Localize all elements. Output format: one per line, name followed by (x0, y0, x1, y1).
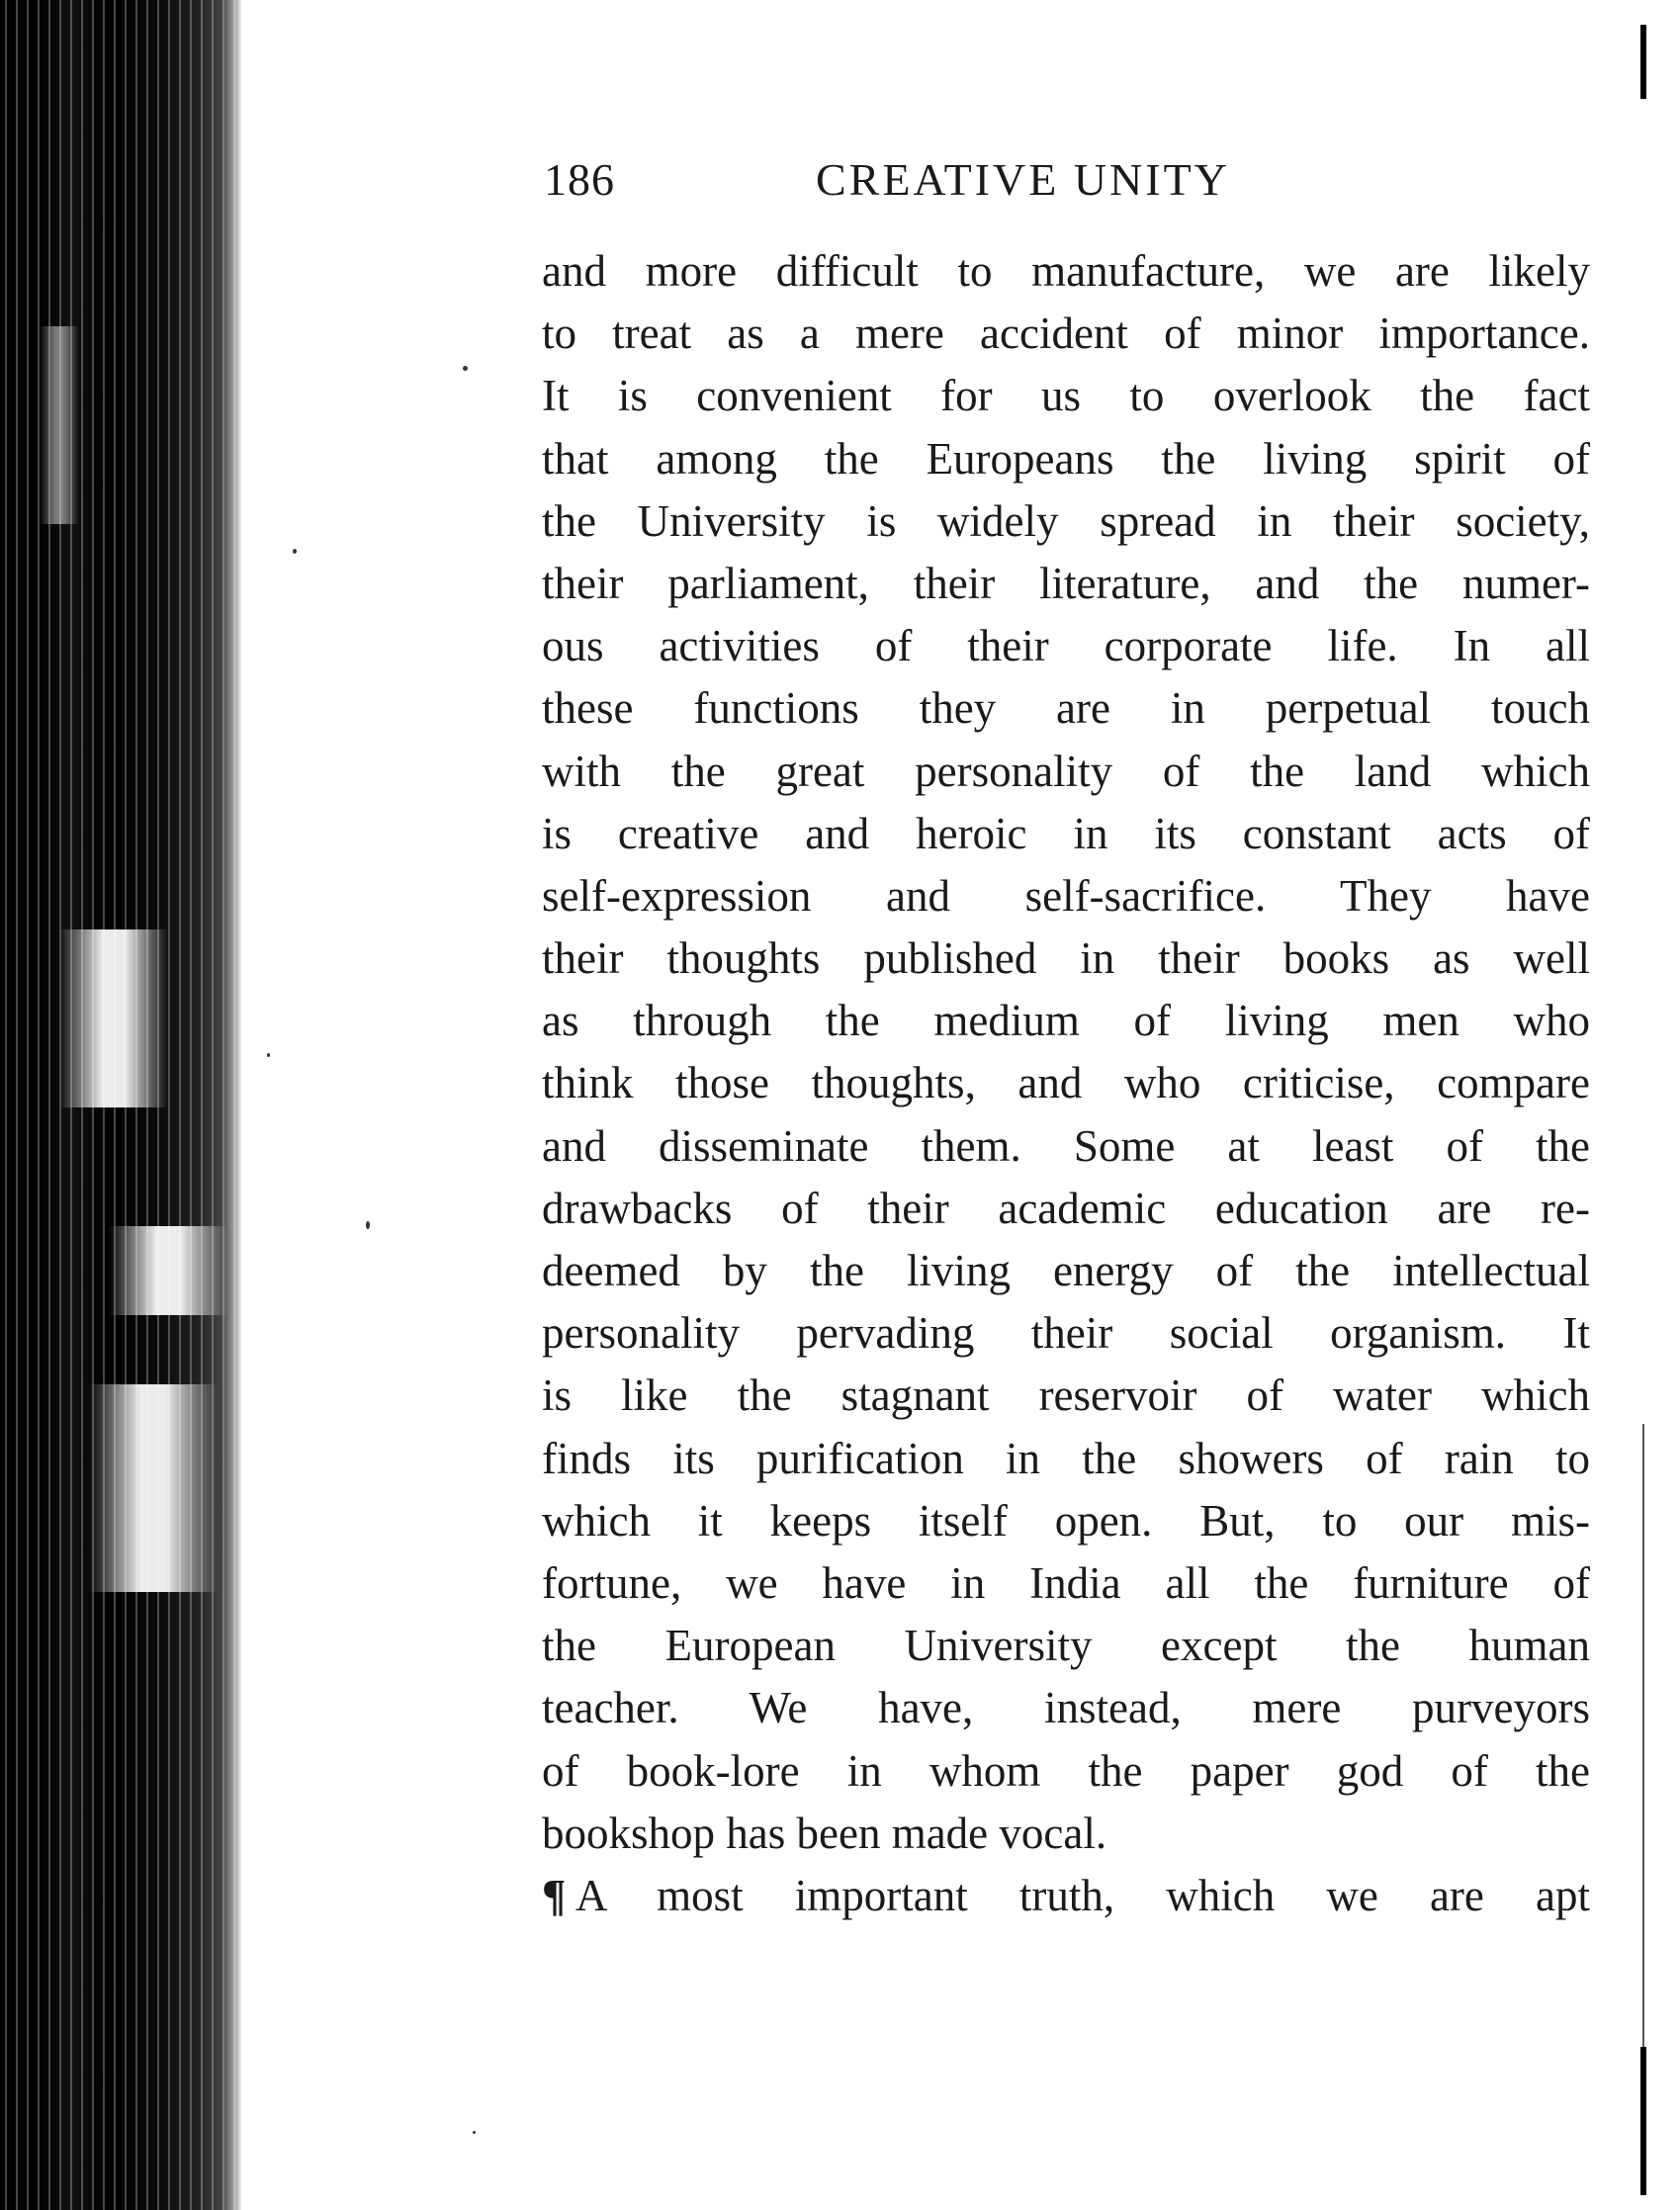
text-line: ous activities of their corporate life. In all (542, 621, 1590, 671)
spine-highlight (109, 1226, 227, 1315)
spine-highlight (40, 326, 79, 524)
page-edge-mark (1640, 25, 1646, 99)
text-line: with the great personality of the land which (542, 746, 1590, 796)
text-line: finds its purification in the showers of rain to (542, 1433, 1590, 1483)
text-line: of book-lore in whom the paper god of the (542, 1745, 1590, 1796)
scan-speck (463, 366, 468, 371)
text-line: deemed by the living energy of the intellectual (542, 1246, 1590, 1295)
text-line: which it keeps itself open. But, to our mis- (542, 1495, 1590, 1546)
page-edge-rule (1642, 1424, 1644, 2047)
page-header (544, 153, 1325, 222)
text-line: teacher. We have, instead, mere purveyors (542, 1683, 1590, 1733)
page-edge-mark (1640, 2047, 1646, 2195)
text-line: as through the medium of living men who (542, 996, 1590, 1046)
text-line: fortune, we have in India all the furniture of (542, 1557, 1590, 1608)
text-line: and disseminate them. Some at least of the (542, 1120, 1590, 1171)
paragraph-opening-line (542, 1865, 1590, 1927)
text-line: their thoughts published in their books as well (542, 933, 1590, 984)
text-line: bookshop has been made vocal. (542, 1808, 1107, 1858)
page-number: 186 (544, 154, 615, 205)
text-line: their parliament, their literature, and the numer- (542, 558, 1590, 608)
text-line: drawbacks of their academic education are re- (542, 1183, 1590, 1233)
text-line: think those thoughts, and who criticise, compare (542, 1058, 1590, 1108)
text-line: is like the stagnant reservoir of water which (542, 1370, 1590, 1421)
text-line: personality pervading their social organism. It (542, 1308, 1590, 1359)
text-line: self-expression and self-sacrifice. They have (542, 870, 1590, 921)
spine-highlight (89, 1384, 218, 1592)
text-line: that among the Europeans the living spirit of (542, 433, 1590, 484)
text-line: these functions they are in perpetual touch (542, 683, 1590, 734)
spine-highlight (59, 929, 168, 1107)
running-title: CREATIVE UNITY (816, 154, 1230, 205)
text-line: It is convenient for us to overlook the fact (542, 371, 1590, 421)
scan-speck (366, 1221, 370, 1229)
paragraph-mark: ¶ (542, 1870, 567, 1920)
text-line: the University is widely spread in their society, (542, 495, 1590, 546)
body-text (542, 240, 1590, 1927)
scan-speck (293, 549, 297, 554)
scan-speck (473, 2131, 476, 2134)
text-line: is creative and heroic in its constant acts of (542, 808, 1590, 858)
scan-speck (267, 1053, 270, 1057)
text-line: and more difficult to manufacture, we are likely (542, 246, 1590, 296)
text-line: the European University except the human (542, 1621, 1590, 1671)
text-line: to treat as a mere accident of minor importance. (542, 309, 1590, 359)
text-line: A most important truth, which we are apt (575, 1870, 1590, 1920)
